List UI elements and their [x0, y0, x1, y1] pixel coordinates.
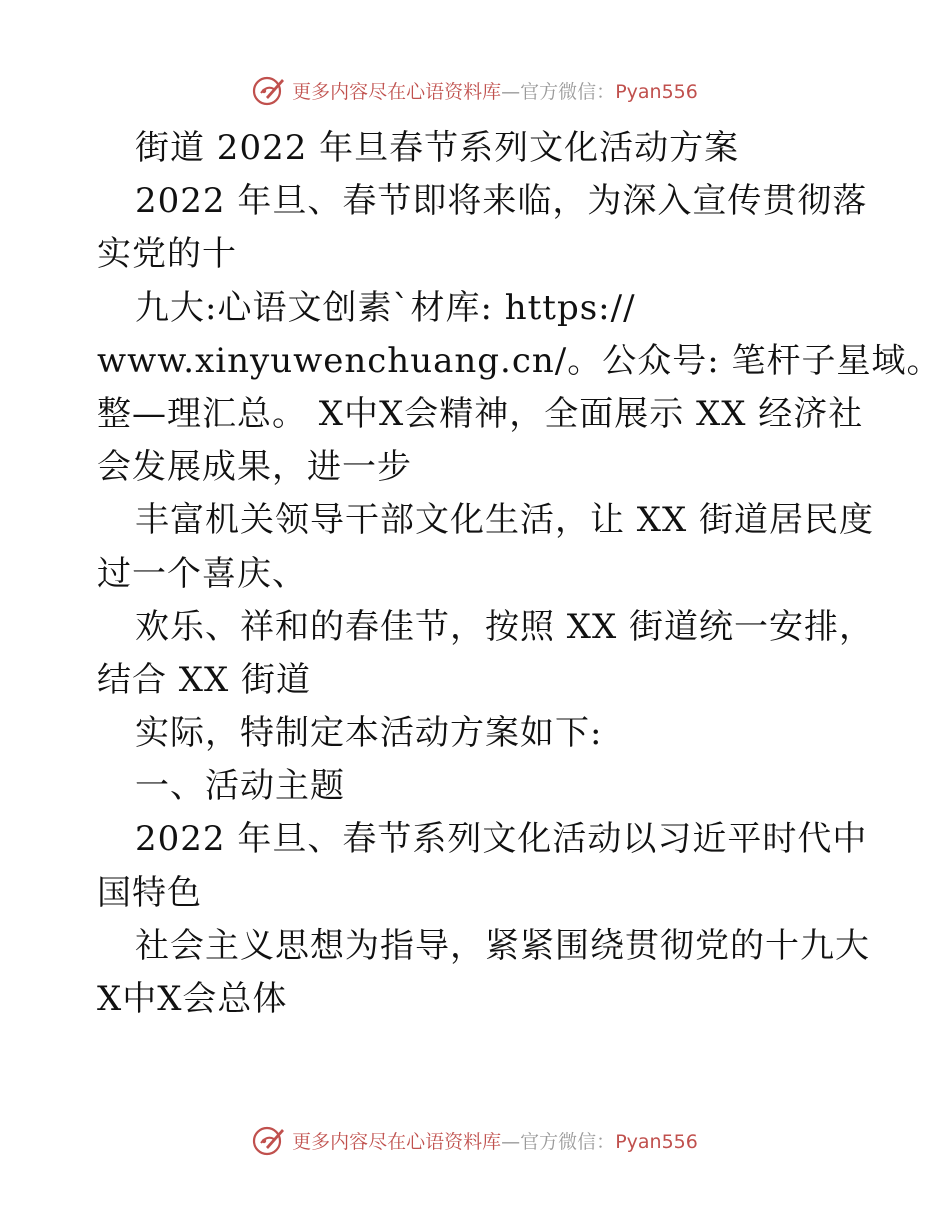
watermark-main: 更多内容尽在心语资料库	[292, 80, 502, 103]
document-body	[97, 122, 942, 1026]
pen-logo-icon	[252, 1123, 286, 1157]
paragraph-line: 实际，特制定本活动方案如下:	[135, 713, 603, 754]
watermark-wechat-id: Pyan556	[615, 80, 698, 103]
paragraph-line: 国特色	[97, 872, 202, 913]
watermark-wechat-id: Pyan556	[615, 1130, 698, 1153]
watermark-dash: —	[501, 1130, 521, 1153]
watermark-wechat-label: 官方微信：	[520, 80, 616, 103]
paragraph-line: 社会主义思想为指导，紧紧围绕贯彻党的十九大	[135, 925, 870, 966]
paragraph-line: 欢乐、祥和的春佳节，按照 XX 街道统一安排，	[135, 606, 875, 647]
watermark-dash: —	[501, 80, 521, 103]
paragraph-line: 丰富机关领导干部文化生活，让 XX 街道居民度	[135, 500, 875, 541]
paragraph-line: 整—理汇总。 X中X会精神，全面展示 XX 经济社	[97, 393, 864, 434]
footer-watermark	[0, 1120, 950, 1160]
paragraph-line: 过一个喜庆、	[97, 553, 307, 594]
section-heading: 一、活动主题	[135, 766, 345, 807]
paragraph-line: www.xinyuwenchuang.cn/。公众号: 笔杆子星域。	[97, 340, 942, 381]
document-title: 街道 2022 年旦春节系列文化活动方案	[135, 128, 740, 168]
paragraph-line: 实党的十	[97, 234, 237, 275]
paragraph-line: 结合 XX 街道	[97, 659, 312, 700]
watermark-text	[292, 1127, 698, 1154]
paragraph-line: X中X会总体	[97, 979, 288, 1019]
paragraph-line: 九大:心语文创素`材库: https://	[135, 287, 636, 328]
watermark-wechat-label: 官方微信：	[520, 1130, 616, 1153]
watermark-main: 更多内容尽在心语资料库	[292, 1130, 502, 1153]
header-watermark	[0, 70, 950, 110]
paragraph-line: 2022 年旦、春节即将来临，为深入宣传贯彻落	[135, 181, 868, 222]
pen-logo-icon	[252, 73, 286, 107]
watermark-text	[292, 77, 698, 104]
paragraph-line: 2022 年旦、春节系列文化活动以习近平时代中	[135, 819, 868, 860]
paragraph-line: 会发展成果，进一步	[97, 447, 412, 488]
